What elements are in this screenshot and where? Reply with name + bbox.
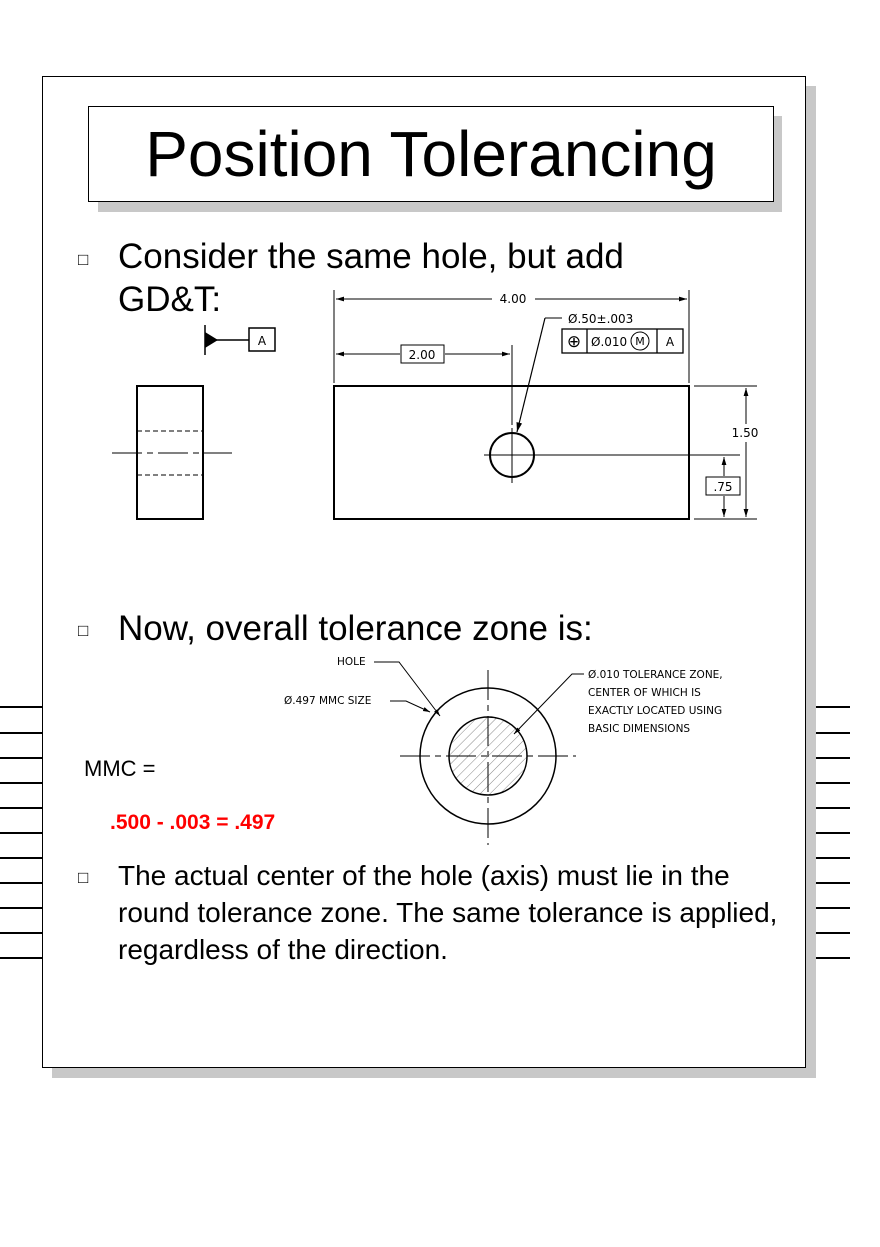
bullet-1-line-1: Consider the same hole, but add (118, 237, 624, 276)
bullet-square-icon: □ (78, 868, 89, 887)
hole-size-callout: Ø.50±.003 (568, 312, 634, 326)
dim-hole-y-label: .75 (713, 480, 733, 494)
dim-height-label: 1.50 (731, 426, 759, 440)
gdt-part-drawing (0, 0, 880, 560)
zone-line-4: BASIC DIMENSIONS (588, 723, 691, 735)
mmc-calculation: .500 - .003 = .497 (110, 811, 276, 834)
front-view (334, 386, 740, 519)
dim-height (694, 386, 757, 519)
zone-line-1: Ø.010 TOLERANCE ZONE, (588, 669, 723, 681)
dim-overall-width-label: 4.00 (499, 292, 527, 306)
fcf-position-icon: ⊕ (566, 332, 582, 352)
mmc-label: MMC = (84, 756, 156, 781)
side-view (112, 386, 232, 519)
mmc-size-label: Ø.497 MMC SIZE (284, 695, 372, 707)
zone-line-3: EXACTLY LOCATED USING (588, 705, 723, 717)
zone-line-2: CENTER OF WHICH IS (588, 687, 701, 699)
hole-label: HOLE (337, 656, 366, 668)
bullet-1-line-2: GD&T: (118, 280, 222, 319)
fcf-modifier: M (635, 335, 645, 348)
datum-label: A (257, 334, 267, 348)
bullet-square-icon: □ (78, 250, 89, 269)
datum-a-symbol (205, 325, 275, 355)
bullet-3-text: The actual center of the hole (axis) must lie in the round tolerance zone. The same tolerance is applied, regardless of the direction. (118, 860, 778, 965)
dim-hole-x-label: 2.00 (408, 348, 436, 362)
fcf-tolerance: Ø.010 (591, 335, 628, 349)
bullet-square-icon: □ (78, 621, 89, 640)
fcf-datum: A (665, 335, 675, 349)
page-title: Position Tolerancing (145, 118, 717, 190)
bullet-2-text: Now, overall tolerance zone is: (118, 609, 593, 648)
